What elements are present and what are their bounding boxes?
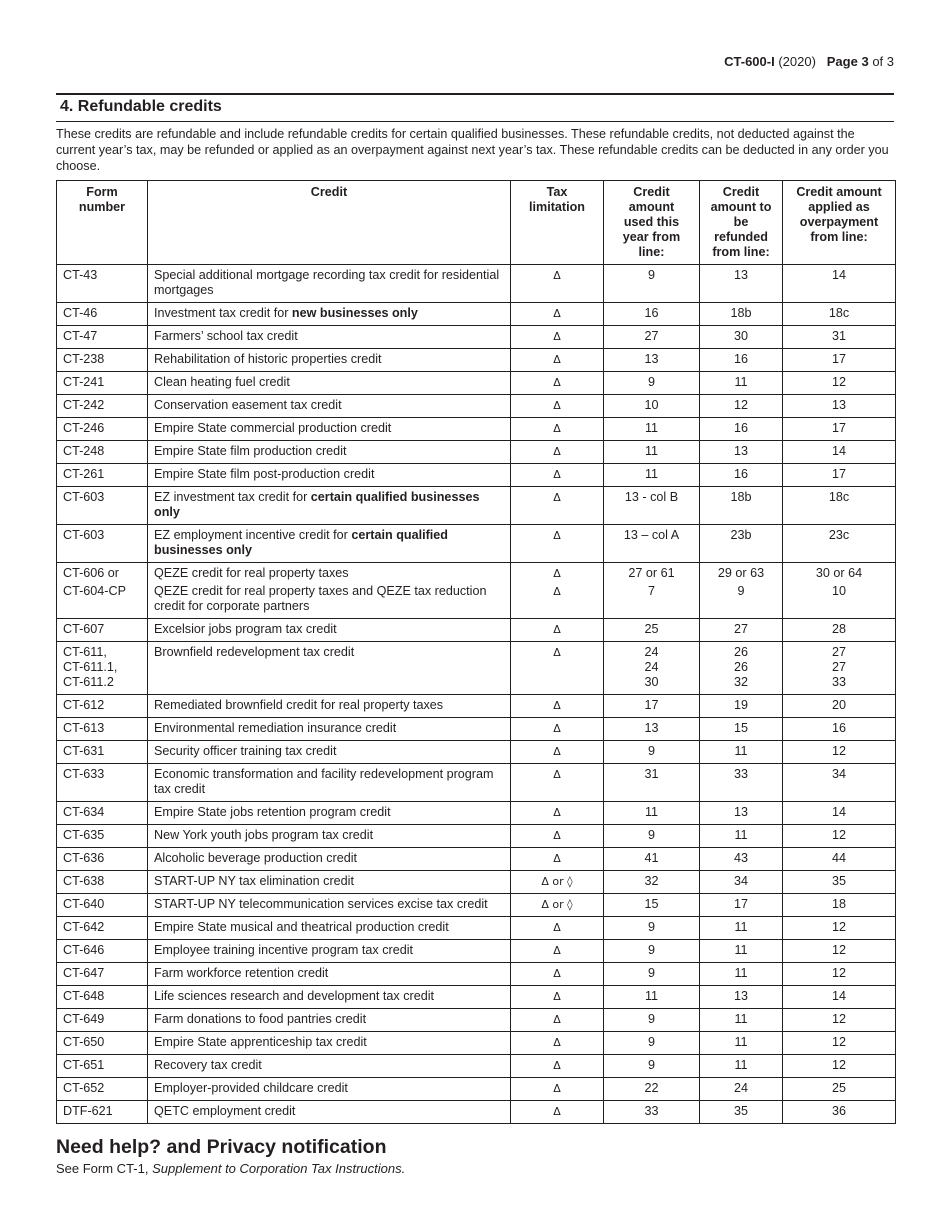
table-row bbox=[57, 1078, 896, 1101]
table-row bbox=[57, 619, 896, 642]
form-cell: CT-648 bbox=[57, 986, 148, 1009]
table-row bbox=[57, 1009, 896, 1032]
form-cell: CT-242 bbox=[57, 395, 148, 418]
page-total: of 3 bbox=[872, 54, 894, 69]
overpayment-cell: 30 or 64 10 bbox=[783, 563, 896, 619]
form-cell: CT-640 bbox=[57, 894, 148, 917]
overpayment-cell: 12 bbox=[783, 1009, 896, 1032]
overpayment-cell: 44 bbox=[783, 848, 896, 871]
table-row bbox=[57, 917, 896, 940]
refunded-cell: 16 bbox=[700, 418, 783, 441]
credit-emphasis: new businesses only bbox=[291, 306, 418, 320]
table-row bbox=[57, 894, 896, 917]
used-cell: 32 bbox=[604, 871, 700, 894]
table-row bbox=[57, 802, 896, 825]
credit-cell: START-UP NY tax elimination credit bbox=[148, 871, 511, 894]
form-cell: CT-606 or CT-604-CP bbox=[57, 563, 148, 619]
used-cell: 9 bbox=[604, 963, 700, 986]
refunded-cell: 34 bbox=[700, 871, 783, 894]
overpayment-cell: 17 bbox=[783, 418, 896, 441]
used-cell: 15 bbox=[604, 894, 700, 917]
form-cell: CT-607 bbox=[57, 619, 148, 642]
refunded-cell: 11 bbox=[700, 372, 783, 395]
col-header-overpayment: Credit amount applied as overpayment from line: bbox=[783, 181, 896, 265]
overpayment-cell: 14 bbox=[783, 986, 896, 1009]
tax-cell: Δ bbox=[511, 848, 604, 871]
tax-cell: Δ bbox=[511, 1032, 604, 1055]
refunded-cell: 11 bbox=[700, 741, 783, 764]
tax-cell: Δ bbox=[511, 619, 604, 642]
credit-cell: QETC employment credit bbox=[148, 1101, 511, 1124]
overpayment-cell: 12 bbox=[783, 372, 896, 395]
tax-cell: Δ bbox=[511, 349, 604, 372]
overpayment-cell: 17 bbox=[783, 464, 896, 487]
credit-cell: Farmers’ school tax credit bbox=[148, 326, 511, 349]
tax-cell: Δ bbox=[511, 986, 604, 1009]
table-row-qeze bbox=[57, 563, 896, 619]
table-row bbox=[57, 326, 896, 349]
col-header-refunded: Credit amount to be refunded from line: bbox=[700, 181, 783, 265]
used-cell: 41 bbox=[604, 848, 700, 871]
table-row bbox=[57, 303, 896, 326]
help-text: See Form CT-1, Supplement to Corporation Tax Instructions. bbox=[56, 1161, 406, 1176]
table-header-row bbox=[57, 181, 896, 265]
col-header-tax: Tax limitation bbox=[511, 181, 604, 265]
tax-cell: Δ bbox=[511, 418, 604, 441]
tax-cell: Δ bbox=[511, 395, 604, 418]
table-row-brownfield bbox=[57, 642, 896, 695]
form-cell: DTF-621 bbox=[57, 1101, 148, 1124]
form-cell: CT-636 bbox=[57, 848, 148, 871]
refunded-cell: 13 bbox=[700, 986, 783, 1009]
form-cell: CT-647 bbox=[57, 963, 148, 986]
used-cell: 13 bbox=[604, 718, 700, 741]
credit-cell: Investment tax credit for new businesses only bbox=[148, 303, 511, 326]
table-row bbox=[57, 525, 896, 563]
tax-cell: Δ bbox=[511, 525, 604, 563]
credit-cell: Security officer training tax credit bbox=[148, 741, 511, 764]
credit-cell: Special additional mortgage recording tax credit for residential mortgages bbox=[148, 265, 511, 303]
tax-cell: Δ bbox=[511, 802, 604, 825]
refunded-cell: 29 or 63 9 bbox=[700, 563, 783, 619]
table-row bbox=[57, 349, 896, 372]
form-cell: CT-646 bbox=[57, 940, 148, 963]
refunded-cell: 13 bbox=[700, 802, 783, 825]
form-cell: CT-650 bbox=[57, 1032, 148, 1055]
refunded-cell: 19 bbox=[700, 695, 783, 718]
overpayment-cell: 23c bbox=[783, 525, 896, 563]
overpayment-cell: 18 bbox=[783, 894, 896, 917]
credit-cell: New York youth jobs program tax credit bbox=[148, 825, 511, 848]
form-cell: CT-612 bbox=[57, 695, 148, 718]
section-intro: These credits are refundable and include refundable credits for certain qualified businesses. These refundable credits, not deducted against the current year’s tax, may be refunded or applied as an overpayment against next year’s tax. These refundable credits can be deducted in any order you choose. bbox=[56, 127, 889, 173]
overpayment-cell: 20 bbox=[783, 695, 896, 718]
table-row bbox=[57, 848, 896, 871]
overpayment-cell: 16 bbox=[783, 718, 896, 741]
form-id: CT-600-I bbox=[724, 54, 775, 69]
overpayment-cell: 13 bbox=[783, 395, 896, 418]
section-divider-bottom bbox=[56, 121, 894, 122]
tax-cell: Δ bbox=[511, 718, 604, 741]
section-title: 4. Refundable credits bbox=[60, 98, 222, 115]
overpayment-cell: 14 bbox=[783, 265, 896, 303]
overpayment-cell: 12 bbox=[783, 940, 896, 963]
refunded-cell: 33 bbox=[700, 764, 783, 802]
help-title: Need help? and Privacy notification bbox=[56, 1136, 387, 1158]
form-cell: CT-631 bbox=[57, 741, 148, 764]
refunded-cell: 11 bbox=[700, 917, 783, 940]
table-row bbox=[57, 825, 896, 848]
tax-cell: Δ bbox=[511, 963, 604, 986]
tax-cell: Δ bbox=[511, 940, 604, 963]
table-row bbox=[57, 963, 896, 986]
refunded-cell: 18b bbox=[700, 303, 783, 326]
overpayment-cell: 35 bbox=[783, 871, 896, 894]
credit-cell: EZ employment incentive credit for certain qualified businesses only bbox=[148, 525, 511, 563]
used-cell: 9 bbox=[604, 825, 700, 848]
form-cell: CT-246 bbox=[57, 418, 148, 441]
form-cell: CT-652 bbox=[57, 1078, 148, 1101]
credit-cell: Empire State jobs retention program credit bbox=[148, 802, 511, 825]
refunded-cell: 27 bbox=[700, 619, 783, 642]
refunded-cell: 15 bbox=[700, 718, 783, 741]
refunded-cell: 13 bbox=[700, 265, 783, 303]
used-cell: 13 – col A bbox=[604, 525, 700, 563]
used-cell: 9 bbox=[604, 372, 700, 395]
overpayment-cell: 36 bbox=[783, 1101, 896, 1124]
tax-cell: Δ bbox=[511, 487, 604, 525]
refunded-cell: 35 bbox=[700, 1101, 783, 1124]
used-cell: 22 bbox=[604, 1078, 700, 1101]
credit-cell: Remediated brownfield credit for real property taxes bbox=[148, 695, 511, 718]
refunded-cell: 11 bbox=[700, 963, 783, 986]
table-row bbox=[57, 695, 896, 718]
credit-cell: EZ investment tax credit for certain qualified businesses only bbox=[148, 487, 511, 525]
refunded-cell: 16 bbox=[700, 464, 783, 487]
col-header-form: Form number bbox=[57, 181, 148, 265]
refunded-cell: 11 bbox=[700, 1055, 783, 1078]
credit-cell: Rehabilitation of historic properties credit bbox=[148, 349, 511, 372]
form-cell: CT-638 bbox=[57, 871, 148, 894]
overpayment-cell: 12 bbox=[783, 741, 896, 764]
credit-cell: Recovery tax credit bbox=[148, 1055, 511, 1078]
credit-cell: Excelsior jobs program tax credit bbox=[148, 619, 511, 642]
overpayment-cell: 14 bbox=[783, 441, 896, 464]
used-cell: 13 - col B bbox=[604, 487, 700, 525]
used-cell: 10 bbox=[604, 395, 700, 418]
credit-cell: Empire State film post-production credit bbox=[148, 464, 511, 487]
credit-cell: Alcoholic beverage production credit bbox=[148, 848, 511, 871]
tax-cell: Δ bbox=[511, 1078, 604, 1101]
form-cell: CT-261 bbox=[57, 464, 148, 487]
form-cell: CT-635 bbox=[57, 825, 148, 848]
form-cell: CT-43 bbox=[57, 265, 148, 303]
col-header-used: Credit amount used this year from line: bbox=[604, 181, 700, 265]
used-cell: 13 bbox=[604, 349, 700, 372]
table-row bbox=[57, 372, 896, 395]
used-cell: 11 bbox=[604, 986, 700, 1009]
refunded-cell: 26 26 32 bbox=[700, 642, 783, 695]
table-row bbox=[57, 441, 896, 464]
tax-cell: Δ or ◊ bbox=[511, 894, 604, 917]
form-cell: CT-611, CT-611.1, CT-611.2 bbox=[57, 642, 148, 695]
table-row bbox=[57, 487, 896, 525]
credit-cell: Brownfield redevelopment tax credit bbox=[148, 642, 511, 695]
credit-cell: Conservation easement tax credit bbox=[148, 395, 511, 418]
section-divider-top bbox=[56, 93, 894, 95]
refunded-cell: 13 bbox=[700, 441, 783, 464]
tax-cell: Δ bbox=[511, 764, 604, 802]
refunded-cell: 24 bbox=[700, 1078, 783, 1101]
used-cell: 16 bbox=[604, 303, 700, 326]
table-row bbox=[57, 395, 896, 418]
table-row bbox=[57, 464, 896, 487]
tax-cell: Δ bbox=[511, 825, 604, 848]
credit-emphasis: certain qualified businesses only bbox=[154, 490, 480, 519]
overpayment-cell: 12 bbox=[783, 1055, 896, 1078]
overpayment-cell: 12 bbox=[783, 963, 896, 986]
credit-cell: Farm donations to food pantries credit bbox=[148, 1009, 511, 1032]
overpayment-cell: 18c bbox=[783, 487, 896, 525]
overpayment-cell: 18c bbox=[783, 303, 896, 326]
tax-cell: Δ bbox=[511, 1009, 604, 1032]
refunded-cell: 11 bbox=[700, 940, 783, 963]
page-label: Page bbox=[826, 54, 858, 69]
form-cell: CT-649 bbox=[57, 1009, 148, 1032]
tax-cell: Δ bbox=[511, 326, 604, 349]
refunded-cell: 18b bbox=[700, 487, 783, 525]
credit-cell: Farm workforce retention credit bbox=[148, 963, 511, 986]
used-cell: 9 bbox=[604, 265, 700, 303]
tax-cell: Δ Δ bbox=[511, 563, 604, 619]
refunded-cell: 11 bbox=[700, 1032, 783, 1055]
tax-cell: Δ bbox=[511, 741, 604, 764]
overpayment-cell: 28 bbox=[783, 619, 896, 642]
refunded-cell: 30 bbox=[700, 326, 783, 349]
credit-cell: QEZE credit for real property taxes QEZE credit for real property taxes and QEZE tax reduction credit for corporate partners bbox=[148, 563, 511, 619]
used-cell: 9 bbox=[604, 1009, 700, 1032]
overpayment-cell: 31 bbox=[783, 326, 896, 349]
tax-cell: Δ bbox=[511, 441, 604, 464]
table-row bbox=[57, 418, 896, 441]
table-row bbox=[57, 741, 896, 764]
table-row bbox=[57, 986, 896, 1009]
credit-cell: Environmental remediation insurance credit bbox=[148, 718, 511, 741]
form-cell: CT-613 bbox=[57, 718, 148, 741]
overpayment-cell: 14 bbox=[783, 802, 896, 825]
form-cell: CT-46 bbox=[57, 303, 148, 326]
used-cell: 9 bbox=[604, 1032, 700, 1055]
used-cell: 11 bbox=[604, 418, 700, 441]
col-header-credit: Credit bbox=[148, 181, 511, 265]
help-text-italic: Supplement to Corporation Tax Instructions. bbox=[152, 1161, 406, 1176]
used-cell: 25 bbox=[604, 619, 700, 642]
credit-cell: START-UP NY telecommunication services excise tax credit bbox=[148, 894, 511, 917]
overpayment-cell: 17 bbox=[783, 349, 896, 372]
used-cell: 9 bbox=[604, 741, 700, 764]
credit-cell: Empire State musical and theatrical production credit bbox=[148, 917, 511, 940]
tax-cell: Δ bbox=[511, 265, 604, 303]
tax-cell: Δ bbox=[511, 372, 604, 395]
overpayment-cell: 27 27 33 bbox=[783, 642, 896, 695]
credit-cell: Life sciences research and development tax credit bbox=[148, 986, 511, 1009]
credit-cell: Employer-provided childcare credit bbox=[148, 1078, 511, 1101]
tax-cell: Δ bbox=[511, 1055, 604, 1078]
tax-cell: Δ bbox=[511, 642, 604, 695]
table-row bbox=[57, 718, 896, 741]
credit-cell: Clean heating fuel credit bbox=[148, 372, 511, 395]
tax-cell: Δ bbox=[511, 695, 604, 718]
form-cell: CT-651 bbox=[57, 1055, 148, 1078]
form-cell: CT-238 bbox=[57, 349, 148, 372]
refunded-cell: 23b bbox=[700, 525, 783, 563]
refunded-cell: 16 bbox=[700, 349, 783, 372]
form-cell: CT-47 bbox=[57, 326, 148, 349]
tax-cell: Δ bbox=[511, 1101, 604, 1124]
page-number: 3 bbox=[861, 54, 869, 69]
form-cell: CT-603 bbox=[57, 487, 148, 525]
credit-cell: Employee training incentive program tax credit bbox=[148, 940, 511, 963]
form-cell: CT-634 bbox=[57, 802, 148, 825]
used-cell: 27 or 61 7 bbox=[604, 563, 700, 619]
used-cell: 33 bbox=[604, 1101, 700, 1124]
overpayment-cell: 12 bbox=[783, 825, 896, 848]
overpayment-cell: 25 bbox=[783, 1078, 896, 1101]
used-cell: 17 bbox=[604, 695, 700, 718]
overpayment-cell: 34 bbox=[783, 764, 896, 802]
used-cell: 11 bbox=[604, 802, 700, 825]
refunded-cell: 17 bbox=[700, 894, 783, 917]
refunded-cell: 12 bbox=[700, 395, 783, 418]
table-row bbox=[57, 764, 896, 802]
used-cell: 27 bbox=[604, 326, 700, 349]
used-cell: 11 bbox=[604, 441, 700, 464]
used-cell: 9 bbox=[604, 917, 700, 940]
refunded-cell: 11 bbox=[700, 825, 783, 848]
used-cell: 9 bbox=[604, 940, 700, 963]
overpayment-cell: 12 bbox=[783, 1032, 896, 1055]
form-year: (2020) bbox=[778, 54, 816, 69]
form-cell: CT-642 bbox=[57, 917, 148, 940]
table-row bbox=[57, 940, 896, 963]
table-row bbox=[57, 1032, 896, 1055]
tax-cell: Δ bbox=[511, 917, 604, 940]
credit-cell: Empire State commercial production credit bbox=[148, 418, 511, 441]
used-cell: 31 bbox=[604, 764, 700, 802]
refundable-credits-table bbox=[56, 180, 896, 1124]
tax-cell: Δ bbox=[511, 464, 604, 487]
form-cell: CT-633 bbox=[57, 764, 148, 802]
used-cell: 9 bbox=[604, 1055, 700, 1078]
credit-emphasis: certain qualified businesses only bbox=[154, 528, 448, 557]
credit-cell: Economic transformation and facility redevelopment program tax credit bbox=[148, 764, 511, 802]
tax-cell: Δ bbox=[511, 303, 604, 326]
page-header bbox=[724, 54, 894, 69]
table-row bbox=[57, 1101, 896, 1124]
used-cell: 24 24 30 bbox=[604, 642, 700, 695]
credit-cell: Empire State apprenticeship tax credit bbox=[148, 1032, 511, 1055]
tax-cell: Δ or ◊ bbox=[511, 871, 604, 894]
refunded-cell: 43 bbox=[700, 848, 783, 871]
form-cell: CT-248 bbox=[57, 441, 148, 464]
form-cell: CT-603 bbox=[57, 525, 148, 563]
used-cell: 11 bbox=[604, 464, 700, 487]
form-cell: CT-241 bbox=[57, 372, 148, 395]
table-row bbox=[57, 265, 896, 303]
overpayment-cell: 12 bbox=[783, 917, 896, 940]
table-row bbox=[57, 871, 896, 894]
credit-cell: Empire State film production credit bbox=[148, 441, 511, 464]
table-row bbox=[57, 1055, 896, 1078]
refunded-cell: 11 bbox=[700, 1009, 783, 1032]
